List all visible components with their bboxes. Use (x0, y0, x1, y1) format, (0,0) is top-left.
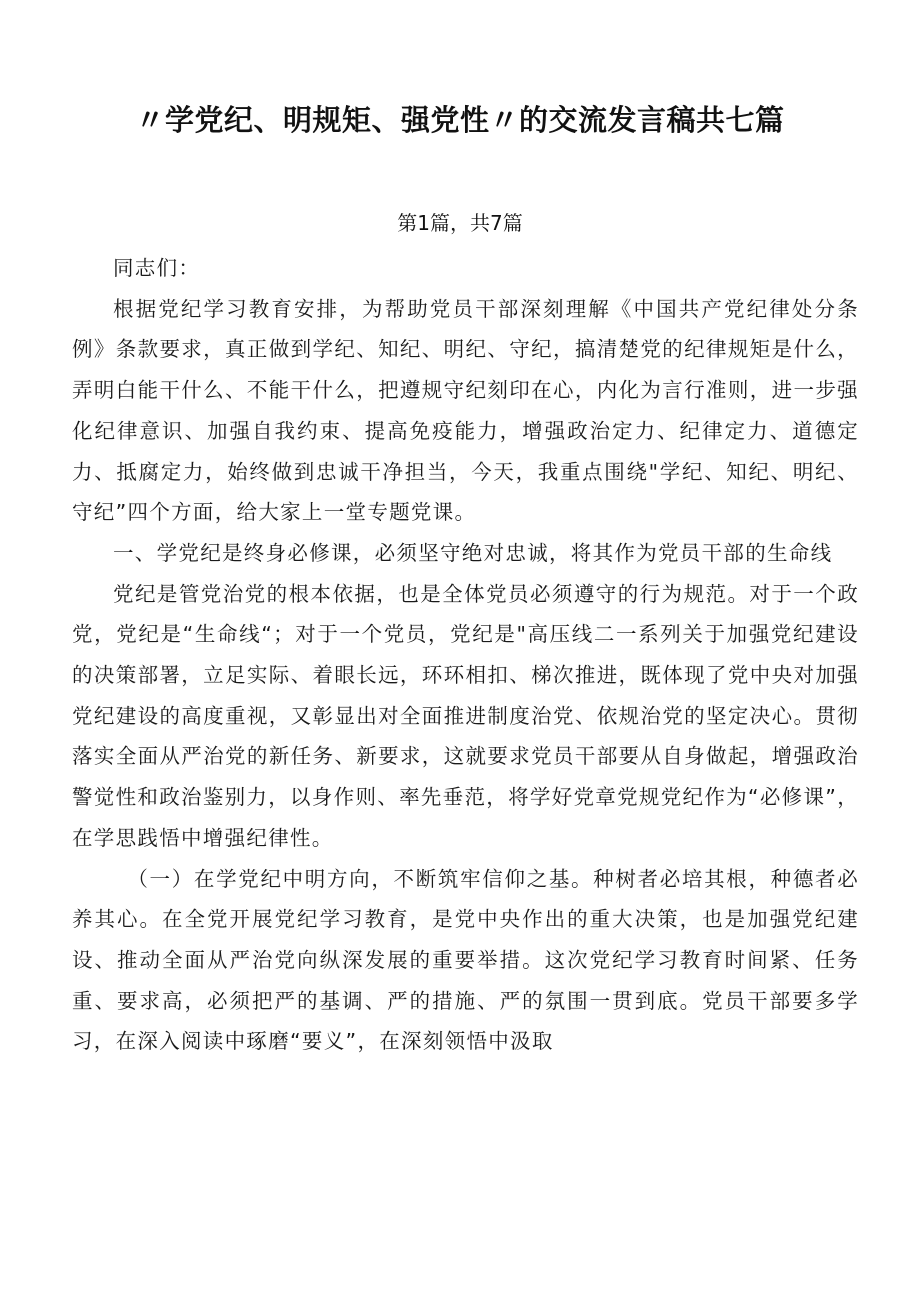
part-indicator: 第1篇，共7篇 (397, 211, 523, 235)
document-title: 〃学党纪、明规矩、强党性〃的交流发言稿共七篇 (135, 103, 785, 137)
document-body (72, 248, 859, 1062)
paragraph-section-1: 党纪是管党治党的根本依据，也是全体党员必须遵守的行为规范。对于一个政党，党纪是“生命线“；对于一个党员，党纪是"高压线二一系列关于加强党纪建设的决策部署，立足实际、着眼长远，环环相扣、梯次推进，既体现了党中央对加强党纪建设的高度重视，又彰显出对全面推进制度治党、依规治党的坚定决心。贯彻落实全面从严治党的新任务、新要求，这就要求党员干部要从自身做起，增强政治警觉性和政治鉴别力，以身作则、率先垂范，将学好党章党规党纪作为“必修课”，在学思践悟中增强纪律性。 (72, 581, 859, 850)
paragraph-subsection-1: （一）在学党纪中明方向，不断筑牢信仰之基。种树者必培其根，种德者必养其心。在全党开展党纪学习教育，是党中央作出的重大决策，也是加强党纪建设、推动全面从严治党向纵深发展的重要举措。这次党纪学习教育时间紧、任务重、要求高，必须把严的基调、严的措施、严的氛围一贯到底。党员干部要多学习，在深入阅读中琢磨“要义”，在深刻领悟中汲取 (72, 866, 859, 1054)
paragraph-intro: 根据党纪学习教育安排，为帮助党员干部深刻理解《中国共产党纪律处分条例》条款要求，真正做到学纪、知纪、明纪、守纪，搞清楚党的纪律规矩是什么，弄明白能干什么、不能干什么，把遵规守纪刻印在心，内化为言行准则，进一步强化纪律意识、加强自我约束、提高免疫能力，增强政治定力、纪律定力、道德定力、抵腐定力，始终做到忠诚干净担当，今天，我重点围绕"学纪、知纪、明纪、守纪”四个方面，给大家上一堂专题党课。 (72, 296, 859, 525)
salutation: 同志们： (113, 256, 201, 280)
section-heading-1: 一、学党纪是终身必修课，必须坚守绝对忠诚，将其作为党员干部的生命线 (113, 540, 833, 565)
